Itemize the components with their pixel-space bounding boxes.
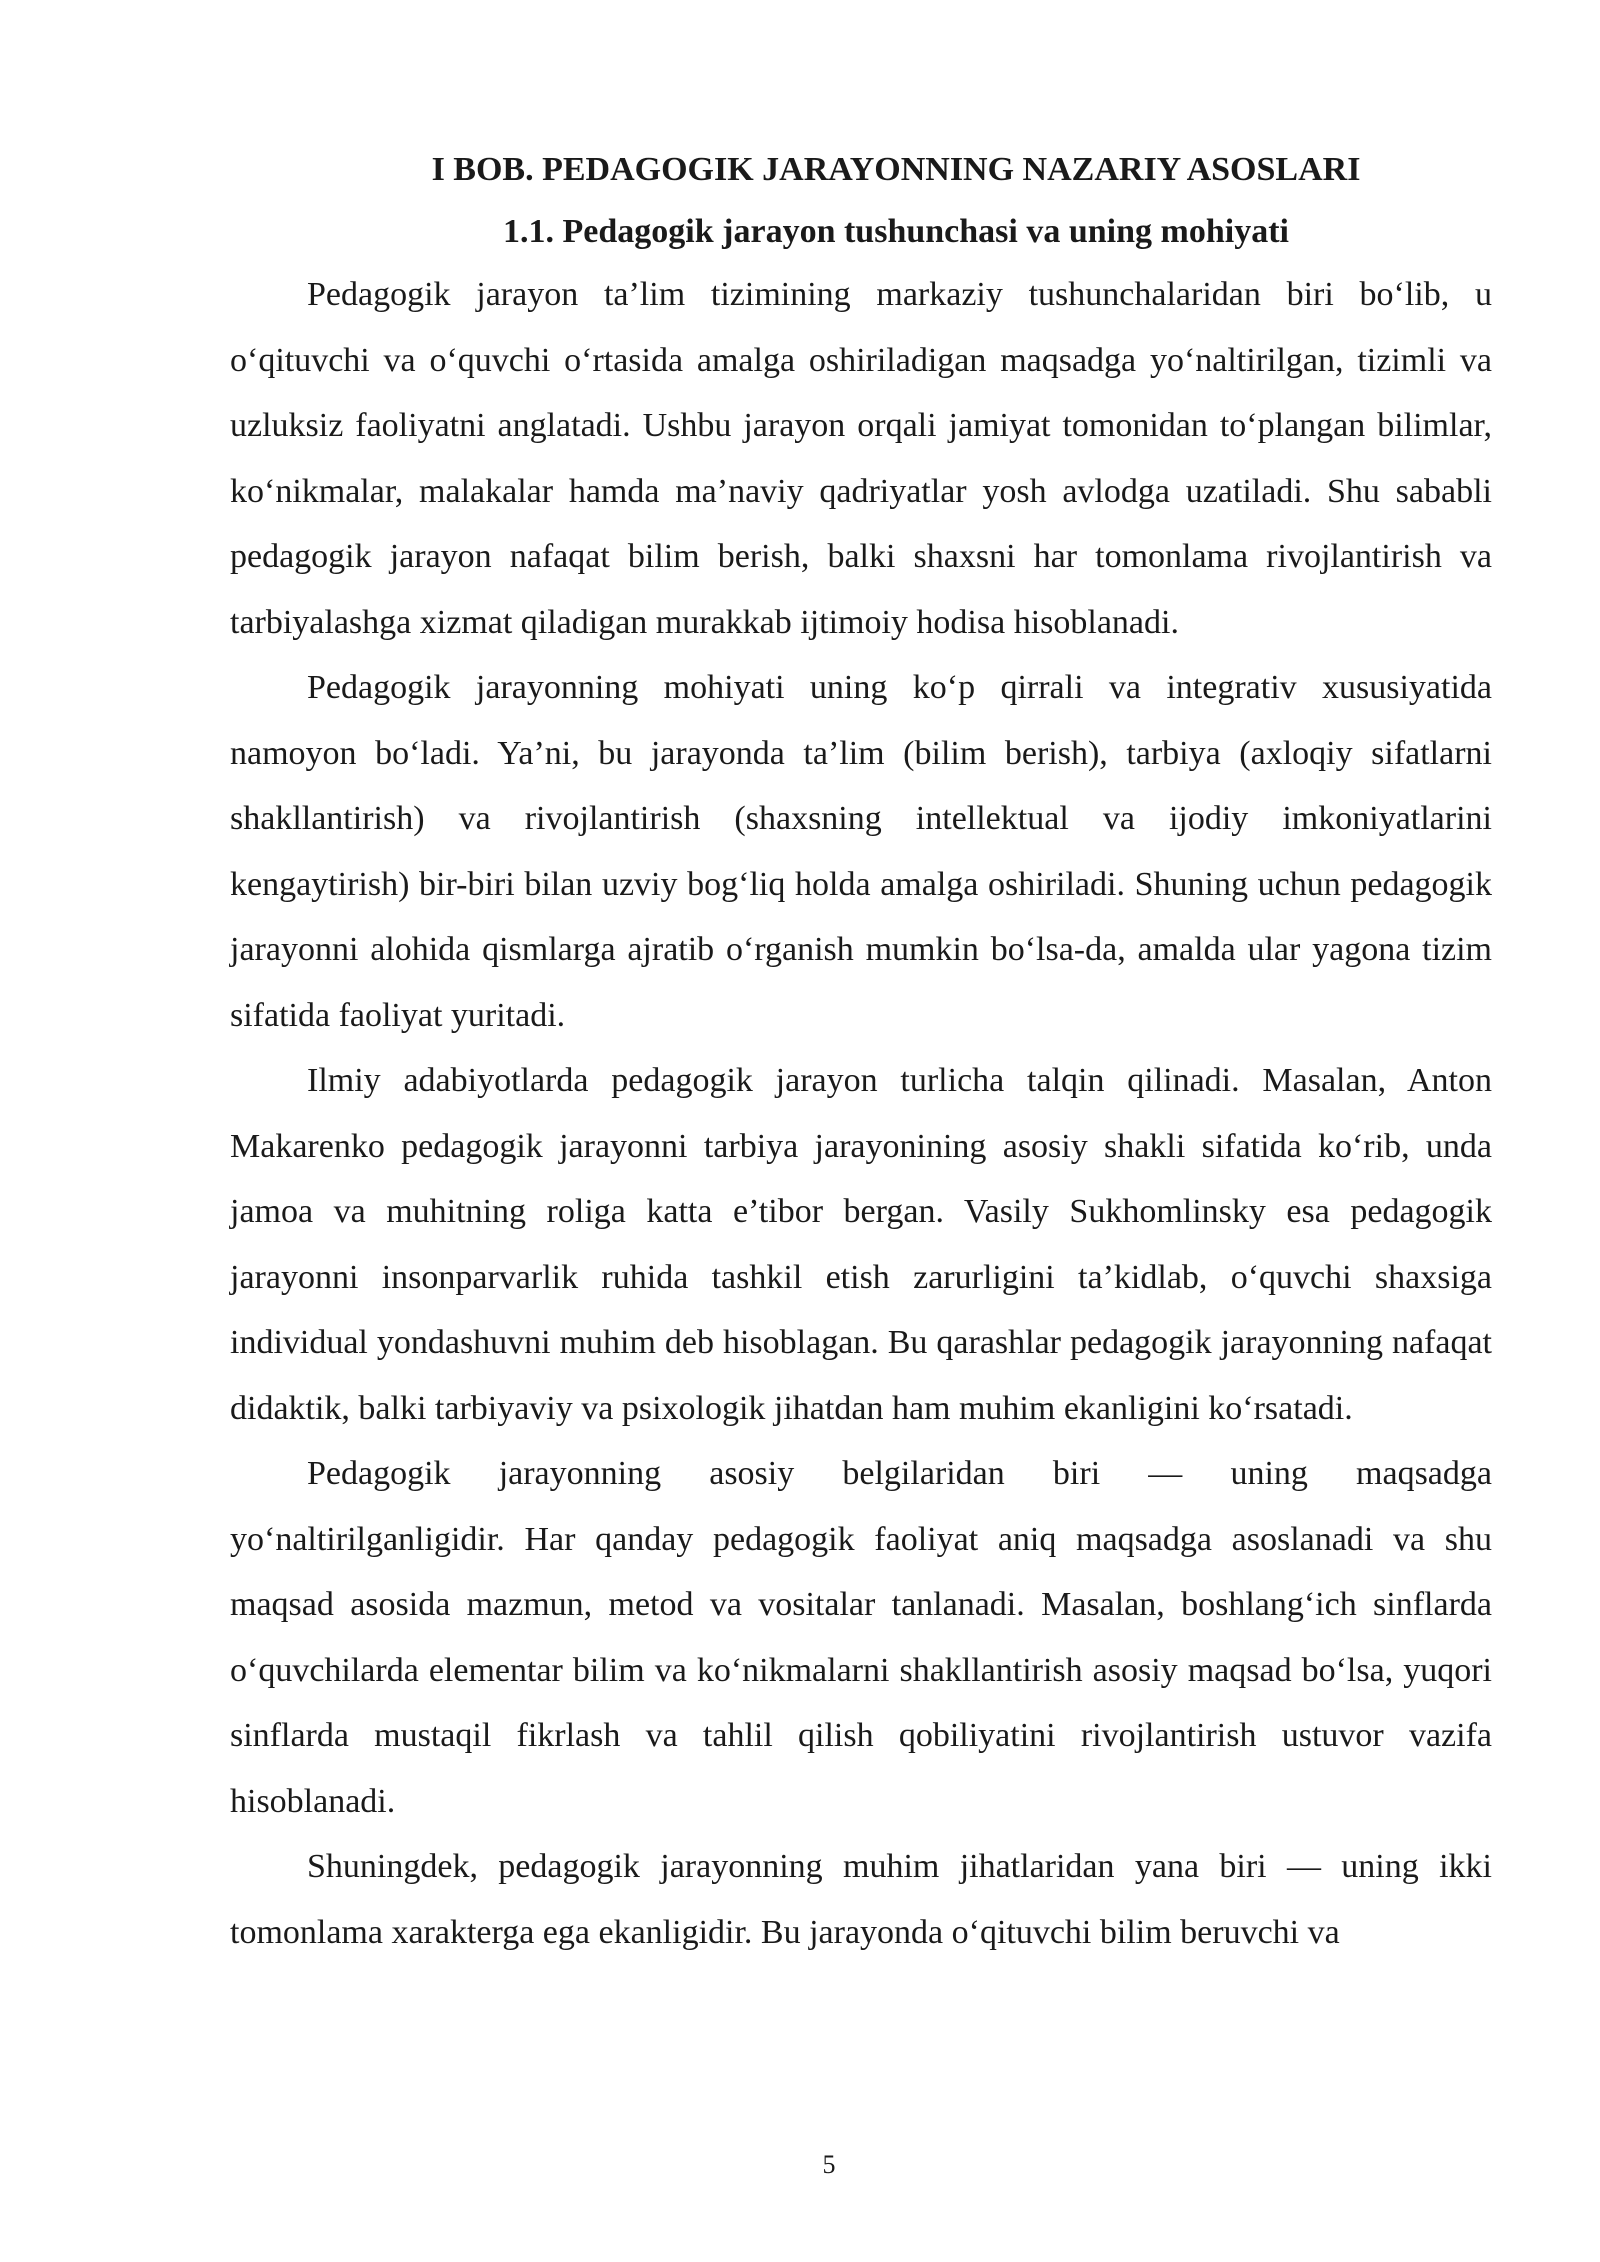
paragraph: Pedagogik jarayonning asosiy belgilaridan biri — uning maqsadga yo‘naltirilganligidir. Har qanday pedagogik faoliyat aniq maqsadga asoslanadi va shu maqsad asosida mazmun, metod va vositalar tanlanadi. Masalan, boshlang‘ich sinflarda o‘quvchilarda elementar bilim va ko‘nikmalarni shakllantirish asosiy maqsad bo‘lsa, yuqori sinflarda mustaqil fikrlash va tahlil qilish qobiliyatini rivojlantirish ustuvor vazifa hisoblanadi. (230, 1455, 1492, 1820)
section-title: 1.1. Pedagogik jarayon tushunchasi va uning mohiyati (503, 213, 1289, 250)
document-page (230, 150, 1492, 1965)
paragraph: Pedagogik jarayonning mohiyati uning ko‘p qirrali va integrativ xususiyatida namoyon bo‘ladi. Ya’ni, bu jarayonda ta’lim (bilim berish), tarbiya (axloqiy sifatlarni shakllantirish) va rivojlantirish (shaxsning intellektual va ijodiy imkoniyatlarini kengaytirish) bir-biri bilan uzviy bog‘liq holda amalga oshiriladi. Shuning uchun pedagogik jarayonni alohida qismlarga ajratib o‘rganish mumkin bo‘lsa-da, amalda ular yagona tizim sifatida faoliyat yuritadi. (230, 669, 1492, 1034)
paragraph: Ilmiy adabiyotlarda pedagogik jarayon turlicha talqin qilinadi. Masalan, Anton Makarenko pedagogik jarayonni tarbiya jarayonining asosiy shakli sifatida ko‘rib, unda jamoa va muhitning roliga katta e’tibor bergan. Vasily Sukhomlinsky esa pedagogik jarayonni insonparvarlik ruhida tashkil etish zarurligini ta’kidlab, o‘quvchi shaxsiga individual yondashuvni muhim deb hisoblagan. Bu qarashlar pedagogik jarayonning nafaqat didaktik, balki tarbiyaviy va psixologik jihatdan ham muhim ekanligini ko‘rsatadi. (230, 1062, 1492, 1427)
page-number: 5 (822, 2150, 836, 2179)
paragraph: Shuningdek, pedagogik jarayonning muhim jihatlaridan yana biri — uning ikki tomonlama xarakterga ega ekanligidir. Bu jarayonda o‘qituvchi bilim beruvchi va (230, 1848, 1492, 1951)
chapter-title: I BOB. PEDAGOGIK JARAYONNING NAZARIY ASOSLARI (431, 151, 1361, 188)
paragraph: Pedagogik jarayon ta’lim tizimining markaziy tushunchalaridan biri bo‘lib, u o‘qituvchi va o‘quvchi o‘rtasida amalga oshiriladigan maqsadga yo‘naltirilgan, tizimli va uzluksiz faoliyatni anglatadi. Ushbu jarayon orqali jamiyat tomonidan to‘plangan bilimlar, ko‘nikmalar, malakalar hamda ma’naviy qadriyatlar yosh avlodga uzatiladi. Shu sababli pedagogik jarayon nafaqat bilim berish, balki shaxsni har tomonlama rivojlantirish va tarbiyalashga xizmat qiladigan murakkab ijtimoiy hodisa hisoblanadi. (230, 276, 1492, 641)
